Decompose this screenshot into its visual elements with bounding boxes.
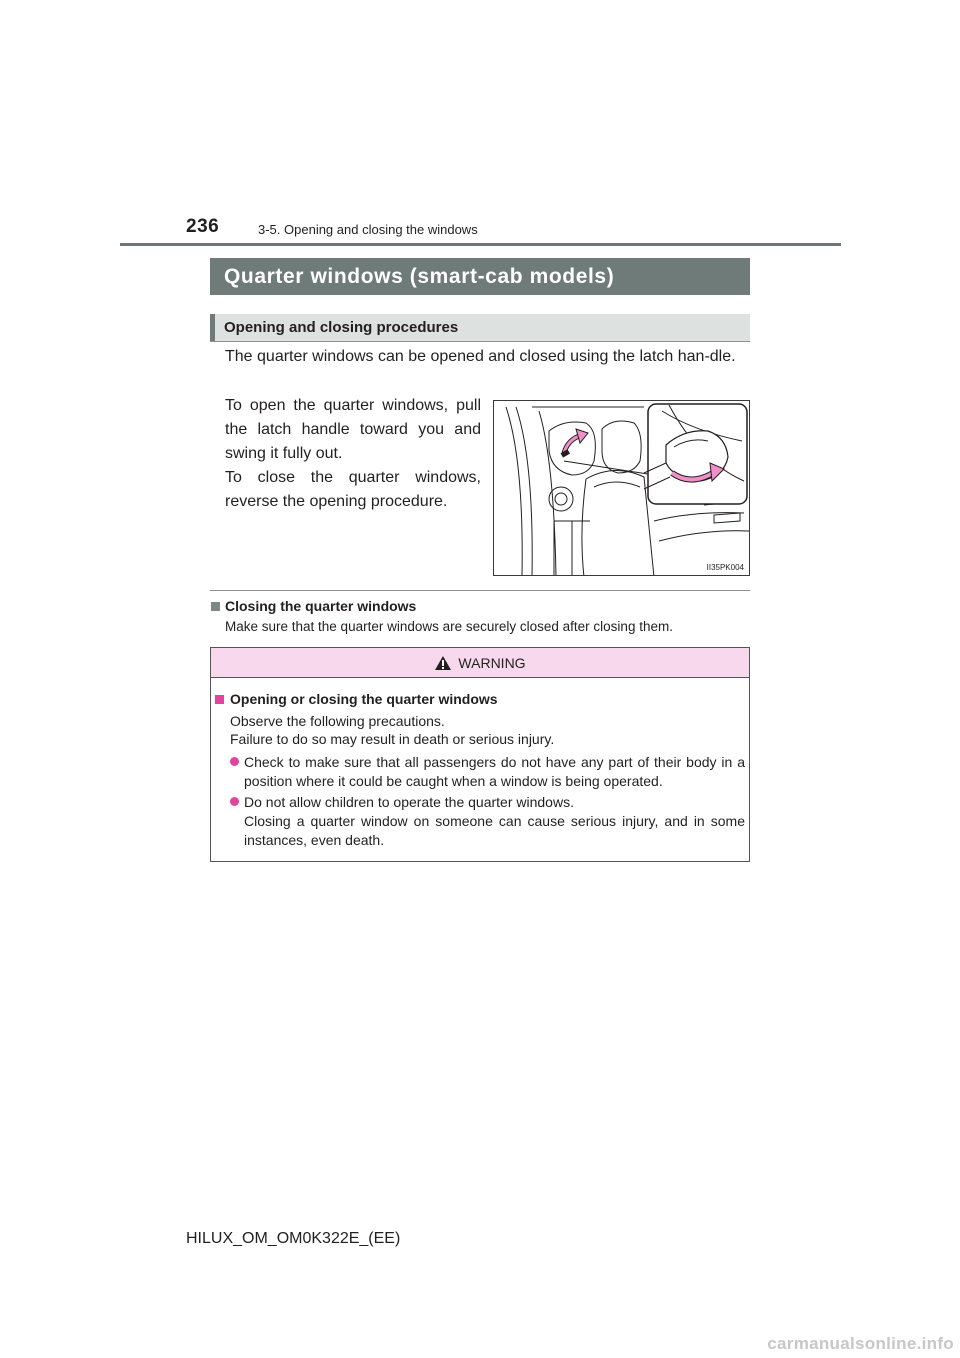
header-rule	[120, 243, 841, 246]
warning-line: Failure to do so may result in death or serious injury.	[230, 731, 555, 747]
bullet-dot-icon	[230, 757, 239, 766]
latch-arrow-icon	[561, 429, 588, 458]
warning-heading-row	[215, 691, 498, 707]
warning-bullet	[230, 753, 745, 791]
warning-line: Observe the following precautions.	[230, 713, 445, 729]
intro-paragraph: The quarter windows can be opened and closed using the latch han-dle.	[225, 348, 736, 365]
warning-bullet-text: Do not allow children to operate the quarter windows.	[244, 794, 574, 810]
quarter-window-illustration	[493, 400, 750, 576]
section-reference: 3-5. Opening and closing the windows	[258, 222, 478, 237]
warning-bullet-text: Closing a quarter window on someone can cause serious injury, and in some instances, even death.	[244, 813, 745, 848]
warning-header	[211, 648, 749, 678]
page-number: 236	[186, 216, 220, 237]
document-footer: HILUX_OM_OM0K322E_(EE)	[186, 1230, 401, 1247]
latch-closeup-inset	[644, 404, 747, 504]
warning-heading: Opening or closing the quarter windows	[230, 691, 498, 707]
subheading-rule	[210, 341, 750, 342]
square-bullet-icon	[215, 695, 224, 704]
watermark: carmanualsonline.info	[767, 1334, 954, 1353]
section-title: Quarter windows (smart-cab models)	[224, 264, 615, 288]
warning-triangle-icon	[434, 655, 452, 671]
section-divider	[210, 590, 750, 591]
figure-code: II35PK004	[706, 563, 744, 572]
warning-bullet-text: Check to make sure that all passengers do not have any part of their body in a position where it could be caught when a window is being operated.	[244, 754, 745, 789]
note-text: Make sure that the quarter windows are securely closed after closing them.	[225, 619, 673, 634]
square-bullet-icon	[211, 602, 220, 611]
note-heading-row	[211, 598, 416, 614]
bullet-dot-icon	[230, 797, 239, 806]
subheading-bar	[210, 314, 750, 341]
warning-box	[210, 647, 750, 862]
warning-label: WARNING	[458, 654, 526, 671]
close-instruction: To close the quarter windows, reverse the opening procedure.	[225, 469, 481, 510]
warning-bullet	[230, 793, 745, 850]
cabin-interior-drawing	[494, 401, 750, 576]
subheading: Opening and closing procedures	[224, 319, 459, 336]
section-title-bar	[210, 258, 750, 295]
note-heading: Closing the quarter windows	[225, 598, 417, 614]
open-instruction: To open the quarter windows, pull the latch handle toward you and swing it fully out.	[225, 397, 481, 462]
